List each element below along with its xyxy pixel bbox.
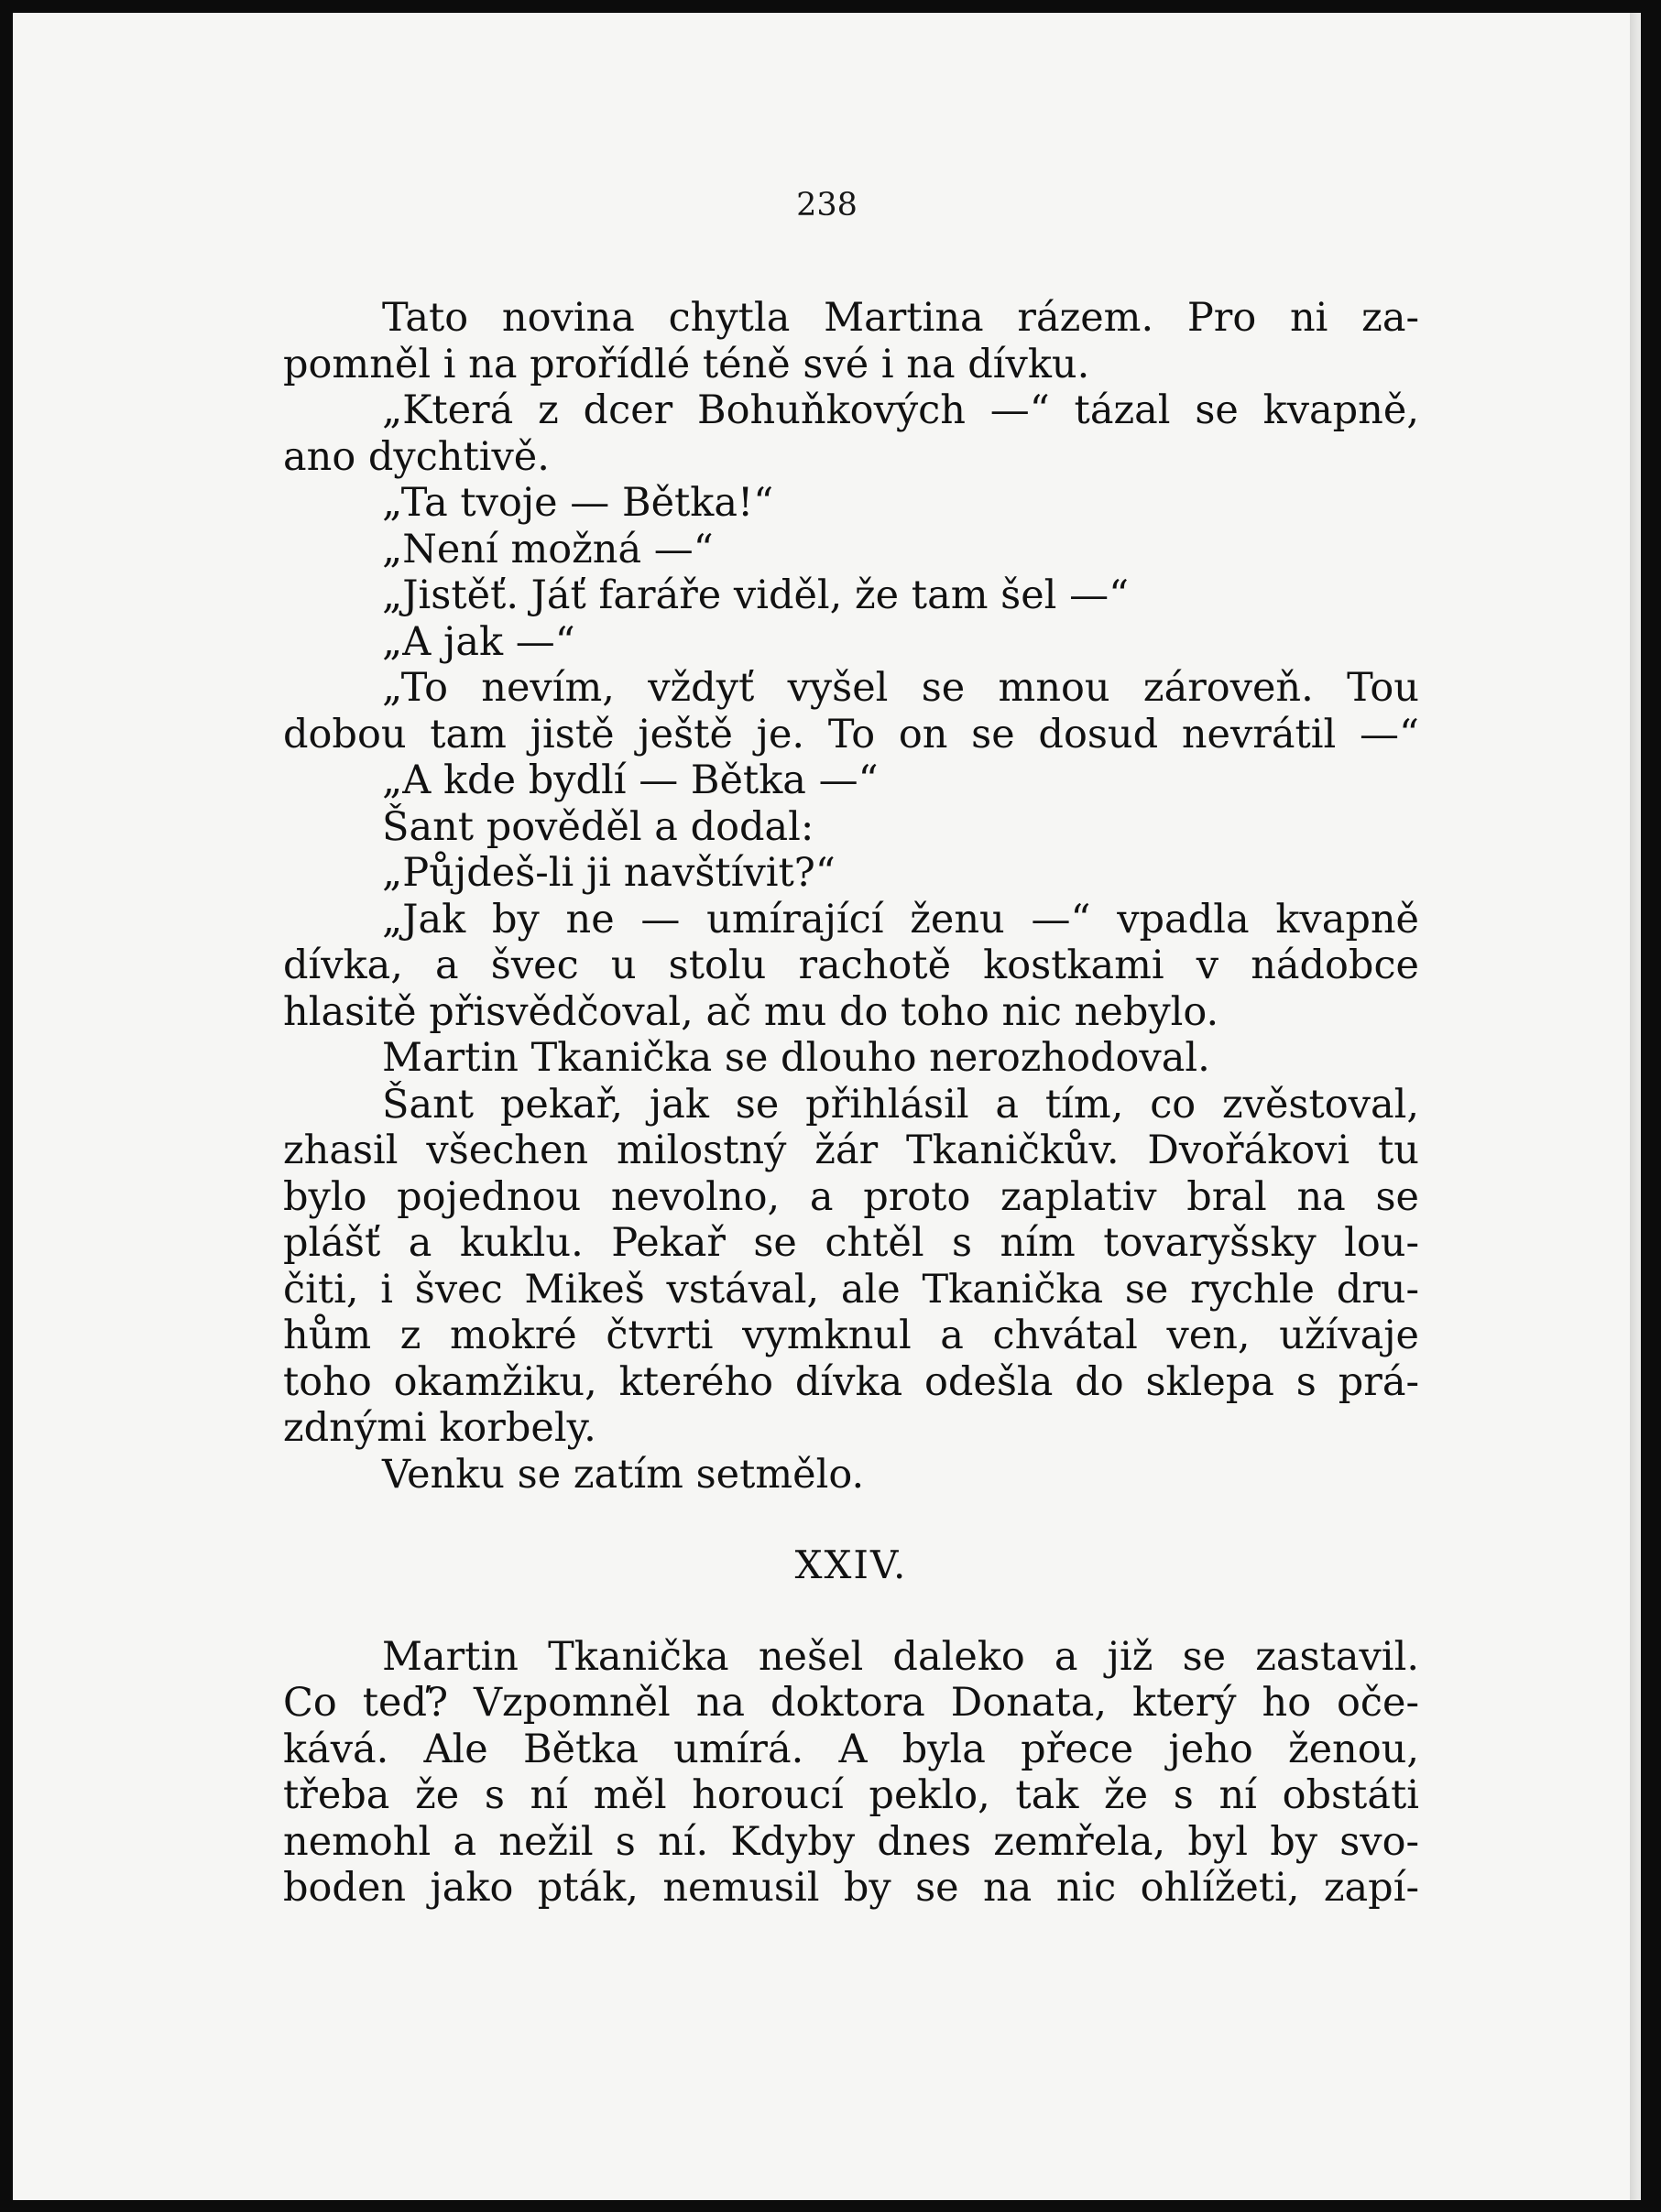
text-line: hlasitě přisvědčoval, ač mu do toho nic nebylo. <box>283 988 1219 1035</box>
text-line: Martin Tkanička se dlouho nerozhodoval. <box>382 1035 1210 1081</box>
text-line: kává. Ale Bětka umírá. A byla přece jeho ženou, <box>283 1726 1419 1772</box>
text-line: Šant pověděl a dodal: <box>382 803 814 850</box>
text-line: čiti, i švec Mikeš vstával, ale Tkanička se rychle dru- <box>283 1266 1419 1313</box>
text-line: „Jistěť. Jáť faráře viděl, že tam šel —“ <box>382 572 1130 618</box>
text-line: třeba že s ní měl horoucí peklo, tak že s ní obstáti <box>283 1772 1419 1818</box>
text-line: „Není možná —“ <box>382 526 714 572</box>
text-line: boden jako pták, nemusil by se na nic ohlížeti, zapí- <box>283 1865 1419 1911</box>
page-number: 238 <box>796 187 858 223</box>
text-line: dívka, a švec u stolu rachotě kostkami v nádobce <box>283 943 1419 988</box>
text-line: hům z mokré čtvrti vymknul a chvátal ven, užívaje <box>283 1313 1419 1358</box>
text-line: dobou tam jistě ještě je. To on se dosud nevrátil —“ <box>283 711 1419 757</box>
text-line: bylo pojednou nevolno, a proto zaplativ bral na se <box>283 1173 1419 1220</box>
text-line: pomněl i na prořídlé téně své i na dívku. <box>283 341 1090 387</box>
chapter-heading: XXIV. <box>794 1542 908 1587</box>
text-line: zdnými korbely. <box>283 1405 596 1451</box>
text-line: „Jak by ne — umírající ženu —“ vpadla kvapně <box>382 896 1419 943</box>
text-line: Martin Tkanička nešel daleko a již se zastavil. <box>382 1633 1419 1680</box>
text-line: nemohl a nežil s ní. Kdyby dnes zemřela, byl by svo- <box>283 1818 1419 1865</box>
text-line: plášť a kuklu. Pekař se chtěl s ním tovaryšsky lou- <box>283 1220 1419 1266</box>
text-line: „Ta tvoje — Bětka!“ <box>382 480 774 526</box>
text-line: Tato novina chytla Martina rázem. Pro ni za- <box>382 295 1419 341</box>
text-line: „A jak —“ <box>382 618 575 665</box>
text-line: „Která z dcer Bohuňkových —“ tázal se kvapně, <box>382 387 1419 433</box>
text-line: Šant pekař, jak se přihlásil a tím, co zvěstoval, <box>382 1081 1419 1128</box>
text-line: zhasil všechen milostný žár Tkaničkův. Dvořákovi tu <box>283 1128 1419 1173</box>
text-line: Co teď? Vzpomněl na doktora Donata, který ho oče- <box>283 1680 1419 1726</box>
text-line: ano dychtivě. <box>283 433 550 480</box>
text-line: „A kde bydlí — Bětka —“ <box>382 757 879 803</box>
text-line: „Půjdeš-li ji navštívit?“ <box>382 850 836 896</box>
text-column <box>283 295 1419 1912</box>
text-line: „To nevím, vždyť vyšel se mnou zároveň. Tou <box>382 665 1419 711</box>
text-line: Venku se zatím setmělo. <box>382 1451 865 1498</box>
book-page <box>13 13 1641 2200</box>
text-line: toho okamžiku, kterého dívka odešla do sklepa s prá- <box>283 1358 1419 1405</box>
page-edge <box>1630 13 1641 2200</box>
